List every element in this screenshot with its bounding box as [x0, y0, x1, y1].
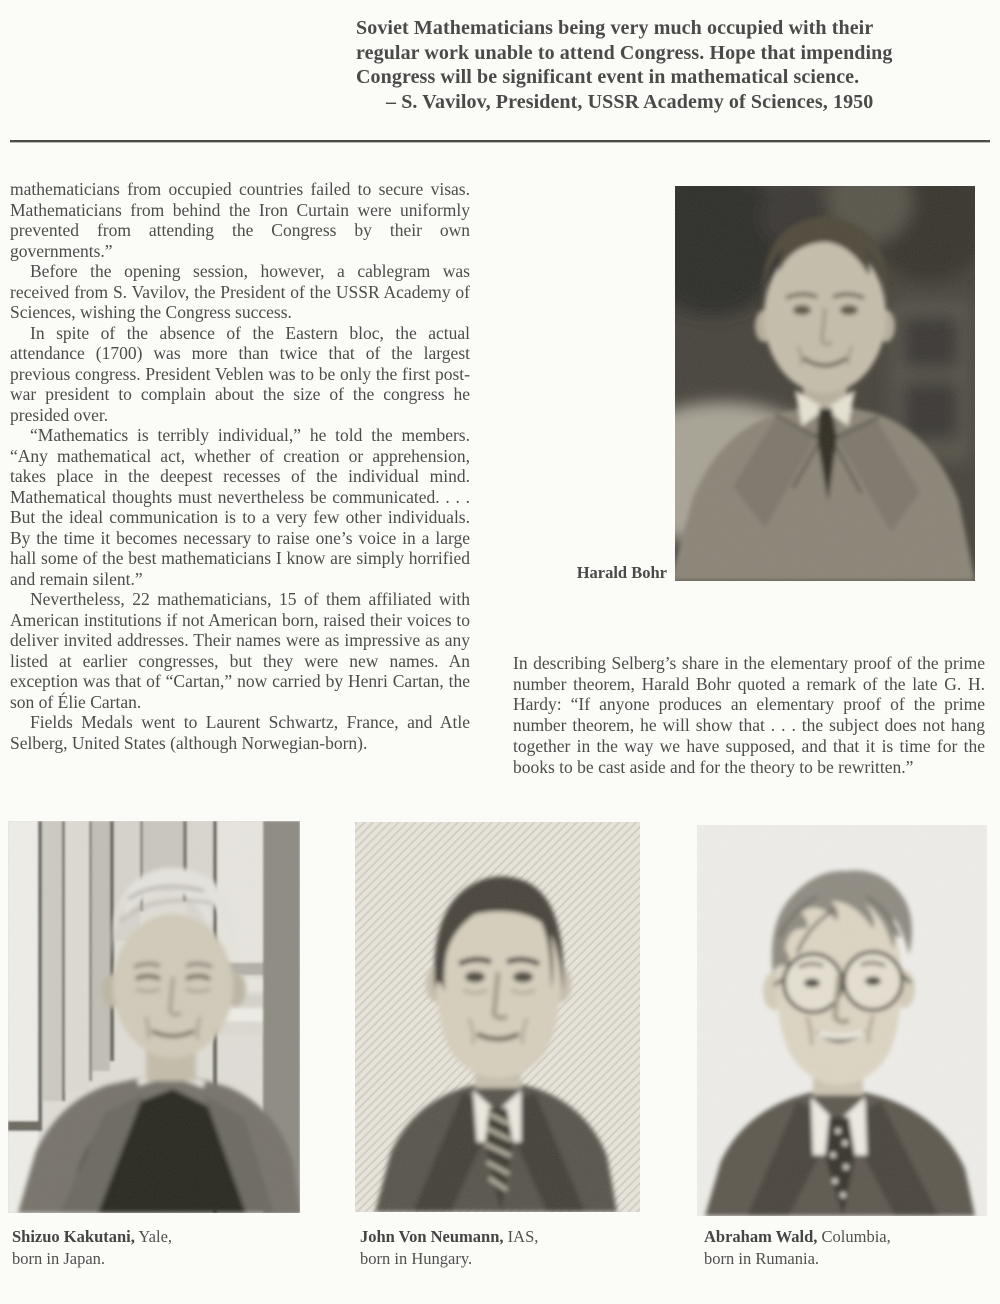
- kakutani-caption-origin: born in Japan.: [12, 1248, 106, 1268]
- von-neumann-caption-name: John Von Neumann,: [360, 1227, 504, 1246]
- right-text-column: [513, 653, 985, 777]
- wald-caption-name: Abraham Wald,: [704, 1227, 818, 1246]
- pull-quote-line: regular work unable to attend Congress. Hope that impending: [356, 41, 893, 64]
- von-neumann-caption-origin: born in Hungary.: [360, 1248, 473, 1268]
- kakutani-caption-name: Shizuo Kakutani,: [12, 1227, 135, 1246]
- john-von-neumann-photo: [355, 822, 640, 1212]
- von-neumann-caption: [360, 1226, 660, 1269]
- pull-quote-attribution: – S. Vavilov, President, USSR Academy of Sciences, 1950: [386, 90, 874, 113]
- body-paragraph: Fields Medals went to Laurent Schwartz, France, and Atle Selberg, United States (although Norwegian-born).: [10, 712, 470, 753]
- body-paragraph: mathematicians from occupied countries failed to secure visas. Mathematicians from behind the Iron Curtain were uniformly prevented from attending the Congress by their own governments.”: [10, 179, 470, 261]
- body-paragraph: In spite of the absence of the Eastern bloc, the actual attendance (1700) was more than twice that of the largest previous congress. President Veblen was to be only the first post-war president to complain about the size of the congress he presided over.: [10, 322, 470, 425]
- wald-caption-origin: born in Rumania.: [704, 1248, 820, 1268]
- von-neumann-caption-affiliation: IAS,: [503, 1227, 539, 1246]
- body-paragraph: Nevertheless, 22 mathematicians, 15 of them affiliated with American institutions if not American born, raised their voices to deliver invited addresses. Their names were as impressive as any listed at earlier congresses, but they were new names. An exception was that of “Cartan,” now carried by Henri Cartan, the son of Élie Cartan.: [10, 589, 470, 712]
- shizuo-kakutani-photo: [8, 821, 300, 1213]
- pull-quote-line: Congress will be significant event in mathematical science.: [356, 66, 860, 88]
- abraham-wald-photo: [697, 825, 987, 1216]
- left-text-column: [10, 179, 470, 753]
- kakutani-caption-affiliation: Yale,: [134, 1227, 173, 1246]
- body-paragraph: In describing Selberg’s share in the elementary proof of the prime number theorem, Harald Bohr quoted a remark of the late G. H. Hardy: “If anyone produces an elementary proof of the prime number theorem, he will show that . . . the subject does not hang together in the way we have supposed, and that it is time for the books to be cast aside and for the theory to be rewritten.”: [513, 653, 985, 777]
- pull-quote: [356, 16, 990, 114]
- horizontal-rule: [10, 140, 990, 143]
- kakutani-caption: [12, 1226, 312, 1269]
- body-paragraph: “Mathematics is terribly individual,” he told the members. “Any mathematical act, whether of creation or apprehension, takes place in the deepest recesses of the individual mind. Mathematical thoughts must nevertheless be communicated. . . . But the ideal communication is to a very few other individuals. By the time it becomes necessary to raise one’s voice in a large hall some of the best mathematicians I know are simply horrified and remain silent.”: [10, 425, 470, 589]
- body-paragraph: Before the opening session, however, a cablegram was received from S. Vavilov, the President of the USSR Academy of Sciences, wishing the Congress success.: [10, 261, 470, 322]
- pull-quote-line: Soviet Mathematicians being very much occupied with their: [356, 17, 874, 39]
- harald-bohr-photo: [675, 186, 975, 581]
- harald-bohr-caption: Harald Bohr: [576, 563, 667, 582]
- wald-caption-affiliation: Columbia,: [817, 1227, 891, 1246]
- wald-caption: [704, 1226, 1000, 1269]
